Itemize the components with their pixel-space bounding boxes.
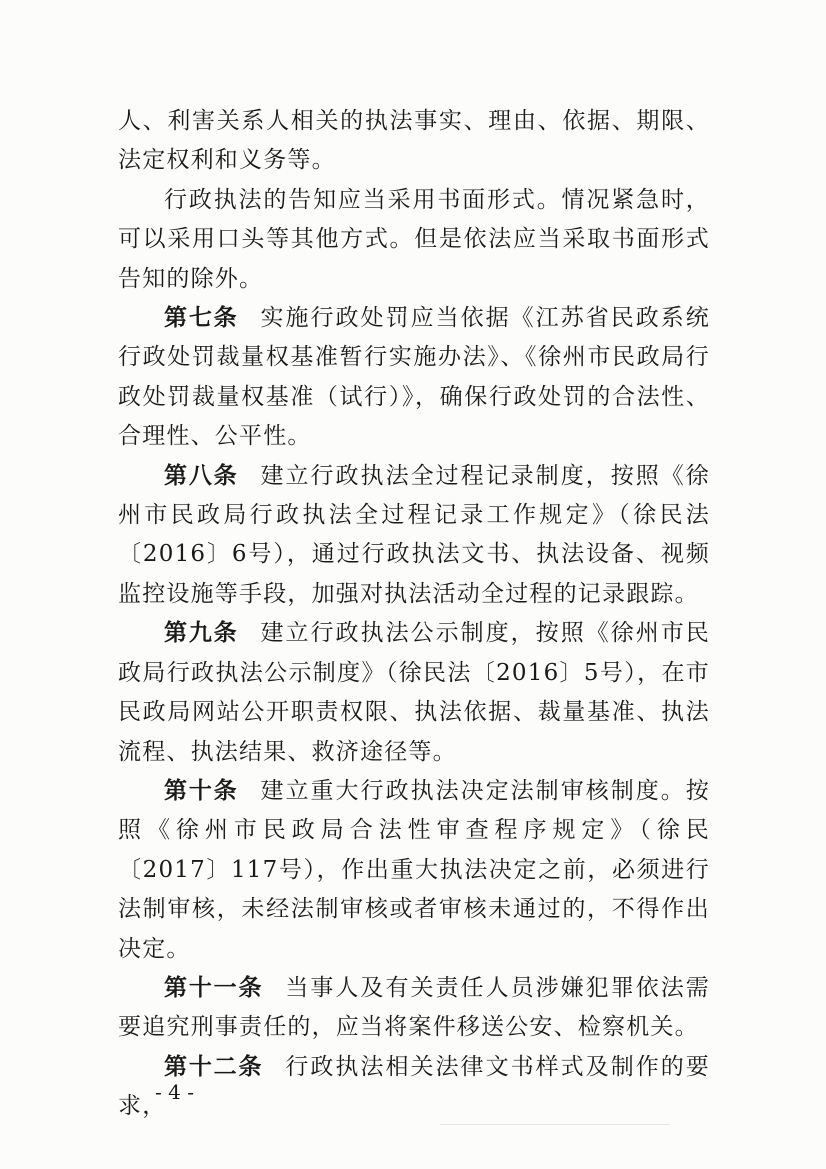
article-number: 第八条 bbox=[164, 462, 239, 489]
article-8 bbox=[118, 457, 710, 615]
article-number: 第九条 bbox=[164, 620, 239, 647]
paragraph-text: 人、利害关系人相关的执法事实、理由、依据、期限、法定权利和义务等。 bbox=[118, 108, 710, 174]
document-body bbox=[118, 102, 710, 1127]
paragraph-text: 行政执法的告知应当采用书面形式。情况紧急时，可以采用口头等其他方式。但是依法应当采取书面形式告知的除外。 bbox=[118, 186, 710, 292]
article-number: 第七条 bbox=[164, 305, 239, 332]
article-text: 建立行政执法全过程记录制度，按照《徐州市民政局行政执法全过程记录工作规定》（徐民法〔2016〕6号），通过行政执法文书、执法设备、视频监控设施等手段，加强对执法活动全过程的记录跟踪。 bbox=[118, 462, 711, 607]
paragraph-continuation bbox=[118, 102, 710, 181]
article-9 bbox=[118, 614, 710, 772]
article-7 bbox=[118, 299, 710, 457]
article-text: 当事人及有关责任人员涉嫌犯罪依法需要追究刑事责任的，应当将案件移送公安、检察机关。 bbox=[118, 974, 711, 1041]
article-11 bbox=[118, 969, 710, 1048]
article-number: 第十二条 bbox=[164, 1053, 264, 1080]
scan-artifact-line bbox=[440, 1124, 670, 1125]
article-12 bbox=[118, 1048, 710, 1127]
article-text: 建立行政执法公示制度，按照《徐州市民政局行政执法公示制度》（徐民法〔2016〕5号），在市民政局网站公开职责权限、执法依据、裁量基准、执法流程、执法结果、救济途径等。 bbox=[118, 620, 711, 765]
article-number: 第十条 bbox=[164, 777, 239, 804]
article-text: 建立重大行政执法决定法制审核制度。按照《徐州市民政局合法性审查程序规定》（徐民〔2017〕117号），作出重大执法决定之前，必须进行法制审核，未经法制审核或者审核未通过的，不得作出决定。 bbox=[118, 777, 711, 962]
article-number: 第十一条 bbox=[164, 974, 264, 1001]
article-text: 行政执法相关法律文书样式及制作的要求， bbox=[118, 1053, 711, 1120]
page-number: - 4 - bbox=[155, 1080, 194, 1104]
article-text: 实施行政处罚应当依据《江苏省民政系统行政处罚裁量权基准暂行实施办法》、《徐州市民政局行政处罚裁量权基准（试行）》，确保行政处罚的合法性、合理性、公平性。 bbox=[118, 305, 711, 450]
paragraph-notice-form bbox=[118, 181, 710, 299]
article-10 bbox=[118, 772, 710, 969]
